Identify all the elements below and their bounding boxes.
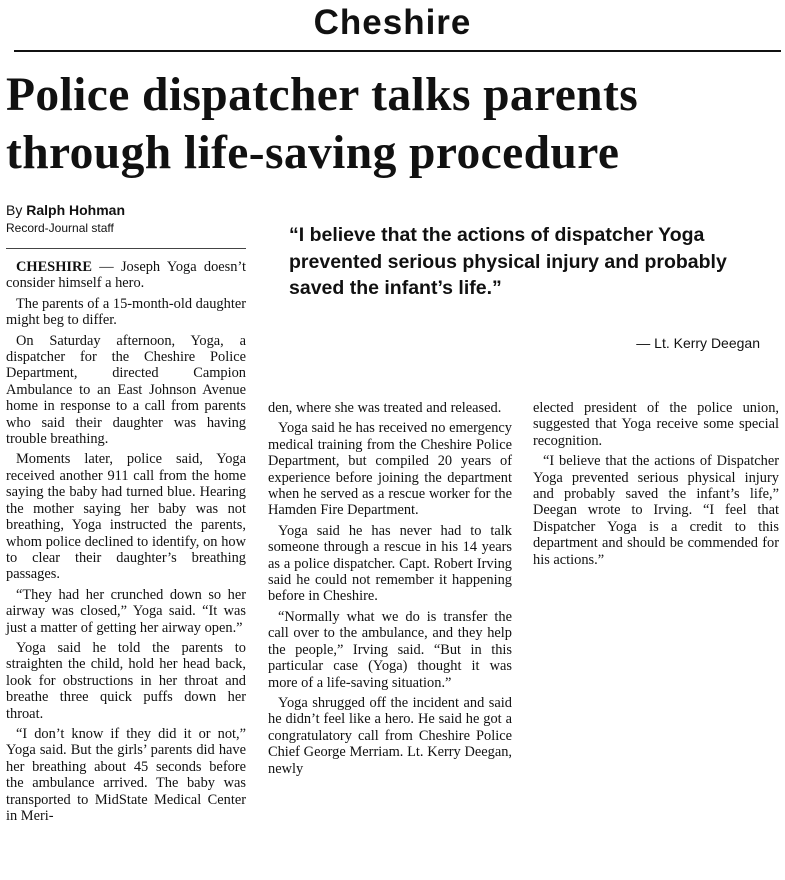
- paragraph: “I don’t know if they did it or not,” Yoga said. But the girls’ parents did have her breathing about 45 seconds before the ambulance arrived. The baby was transported to MidState Medical Center in Meri-: [6, 725, 246, 824]
- headline: Police dispatcher talks parents through life-saving procedure: [6, 69, 639, 179]
- paragraph: Yoga said he has received no emergency medical training from the Cheshire Police Department, but compiled 20 years of experience before joining the department when he served as a rescue worker for the Hamden Fire Department.: [268, 420, 512, 519]
- byline-author: Ralph Hohman: [26, 202, 126, 218]
- article-column-3: [533, 400, 779, 572]
- paragraph: “Normally what we do is transfer the call over to the ambulance, and they help the people,” Irving said. “But in this particular case (Yoga) thought it was more of a life-saving situation.”: [268, 608, 512, 691]
- pull-quote-attribution: — Lt. Kerry Deegan: [636, 335, 760, 351]
- paragraph: On Saturday afternoon, Yoga, a dispatcher for the Cheshire Police Department, directed Campion Ambulance to an East Johnson Avenue home in response to a call from parents who said their daughter was having trouble breathing.: [6, 332, 246, 448]
- paragraph: Yoga shrugged off the incident and said he didn’t feel like a hero. He said he got a congratulatory call from Cheshire Police Chief George Merriam. Lt. Kerry Deegan, newly: [268, 694, 512, 777]
- paragraph: Yoga said he told the parents to straighten the child, hold her head back, look for obstructions in her throat and breathe three quick puffs down her throat.: [6, 639, 246, 722]
- paragraph: den, where she was treated and released.: [268, 400, 502, 416]
- paragraph: “I believe that the actions of Dispatcher Yoga prevented serious physical injury and probably saved the infant’s life,” Deegan wrote to Irving. “I feel that Dispatcher Yoga is a credit to this department and should be commended for his actions.”: [533, 453, 779, 568]
- article-column-1: [6, 259, 246, 828]
- paragraph: “They had her crunched down so her airway was closed,” Yoga said. “It was just a matter of getting her airway open.”: [6, 586, 246, 636]
- paragraph-text: — Joseph Yoga doesn’t consider himself a hero.: [6, 259, 246, 292]
- paragraph: elected president of the police union, suggested that Yoga receive some special recognition.: [533, 400, 779, 449]
- byline-staff: Record-Journal staff: [6, 221, 114, 235]
- byline: [6, 202, 125, 219]
- dateline: CHESHIRE: [16, 259, 92, 275]
- section-rule: [14, 50, 781, 52]
- paragraph: Moments later, police said, Yoga received another 911 call from the home saying the baby had turned blue. Hearing the mother saying her baby was not breathing, Yoga instructed the parents, whom police declined to identify, on how to clear their daughter’s breathing passages.: [6, 451, 246, 583]
- byline-rule: [6, 248, 246, 249]
- pull-quote: “I believe that the actions of dispatcher Yoga prevented serious physical injury and probably saved the infant’s life.”: [289, 224, 727, 299]
- paragraph: Yoga said he has never had to talk someone through a rescue in his 14 years as a police dispatcher. Capt. Robert Irving said he could not remember it happening before in Cheshire.: [268, 522, 512, 605]
- article-column-2: [268, 400, 512, 781]
- byline-prefix: By: [6, 202, 27, 218]
- paragraph: [6, 259, 246, 292]
- paragraph: The parents of a 15-month-old daughter might beg to differ.: [6, 295, 246, 329]
- section-title: Cheshire: [313, 3, 472, 42]
